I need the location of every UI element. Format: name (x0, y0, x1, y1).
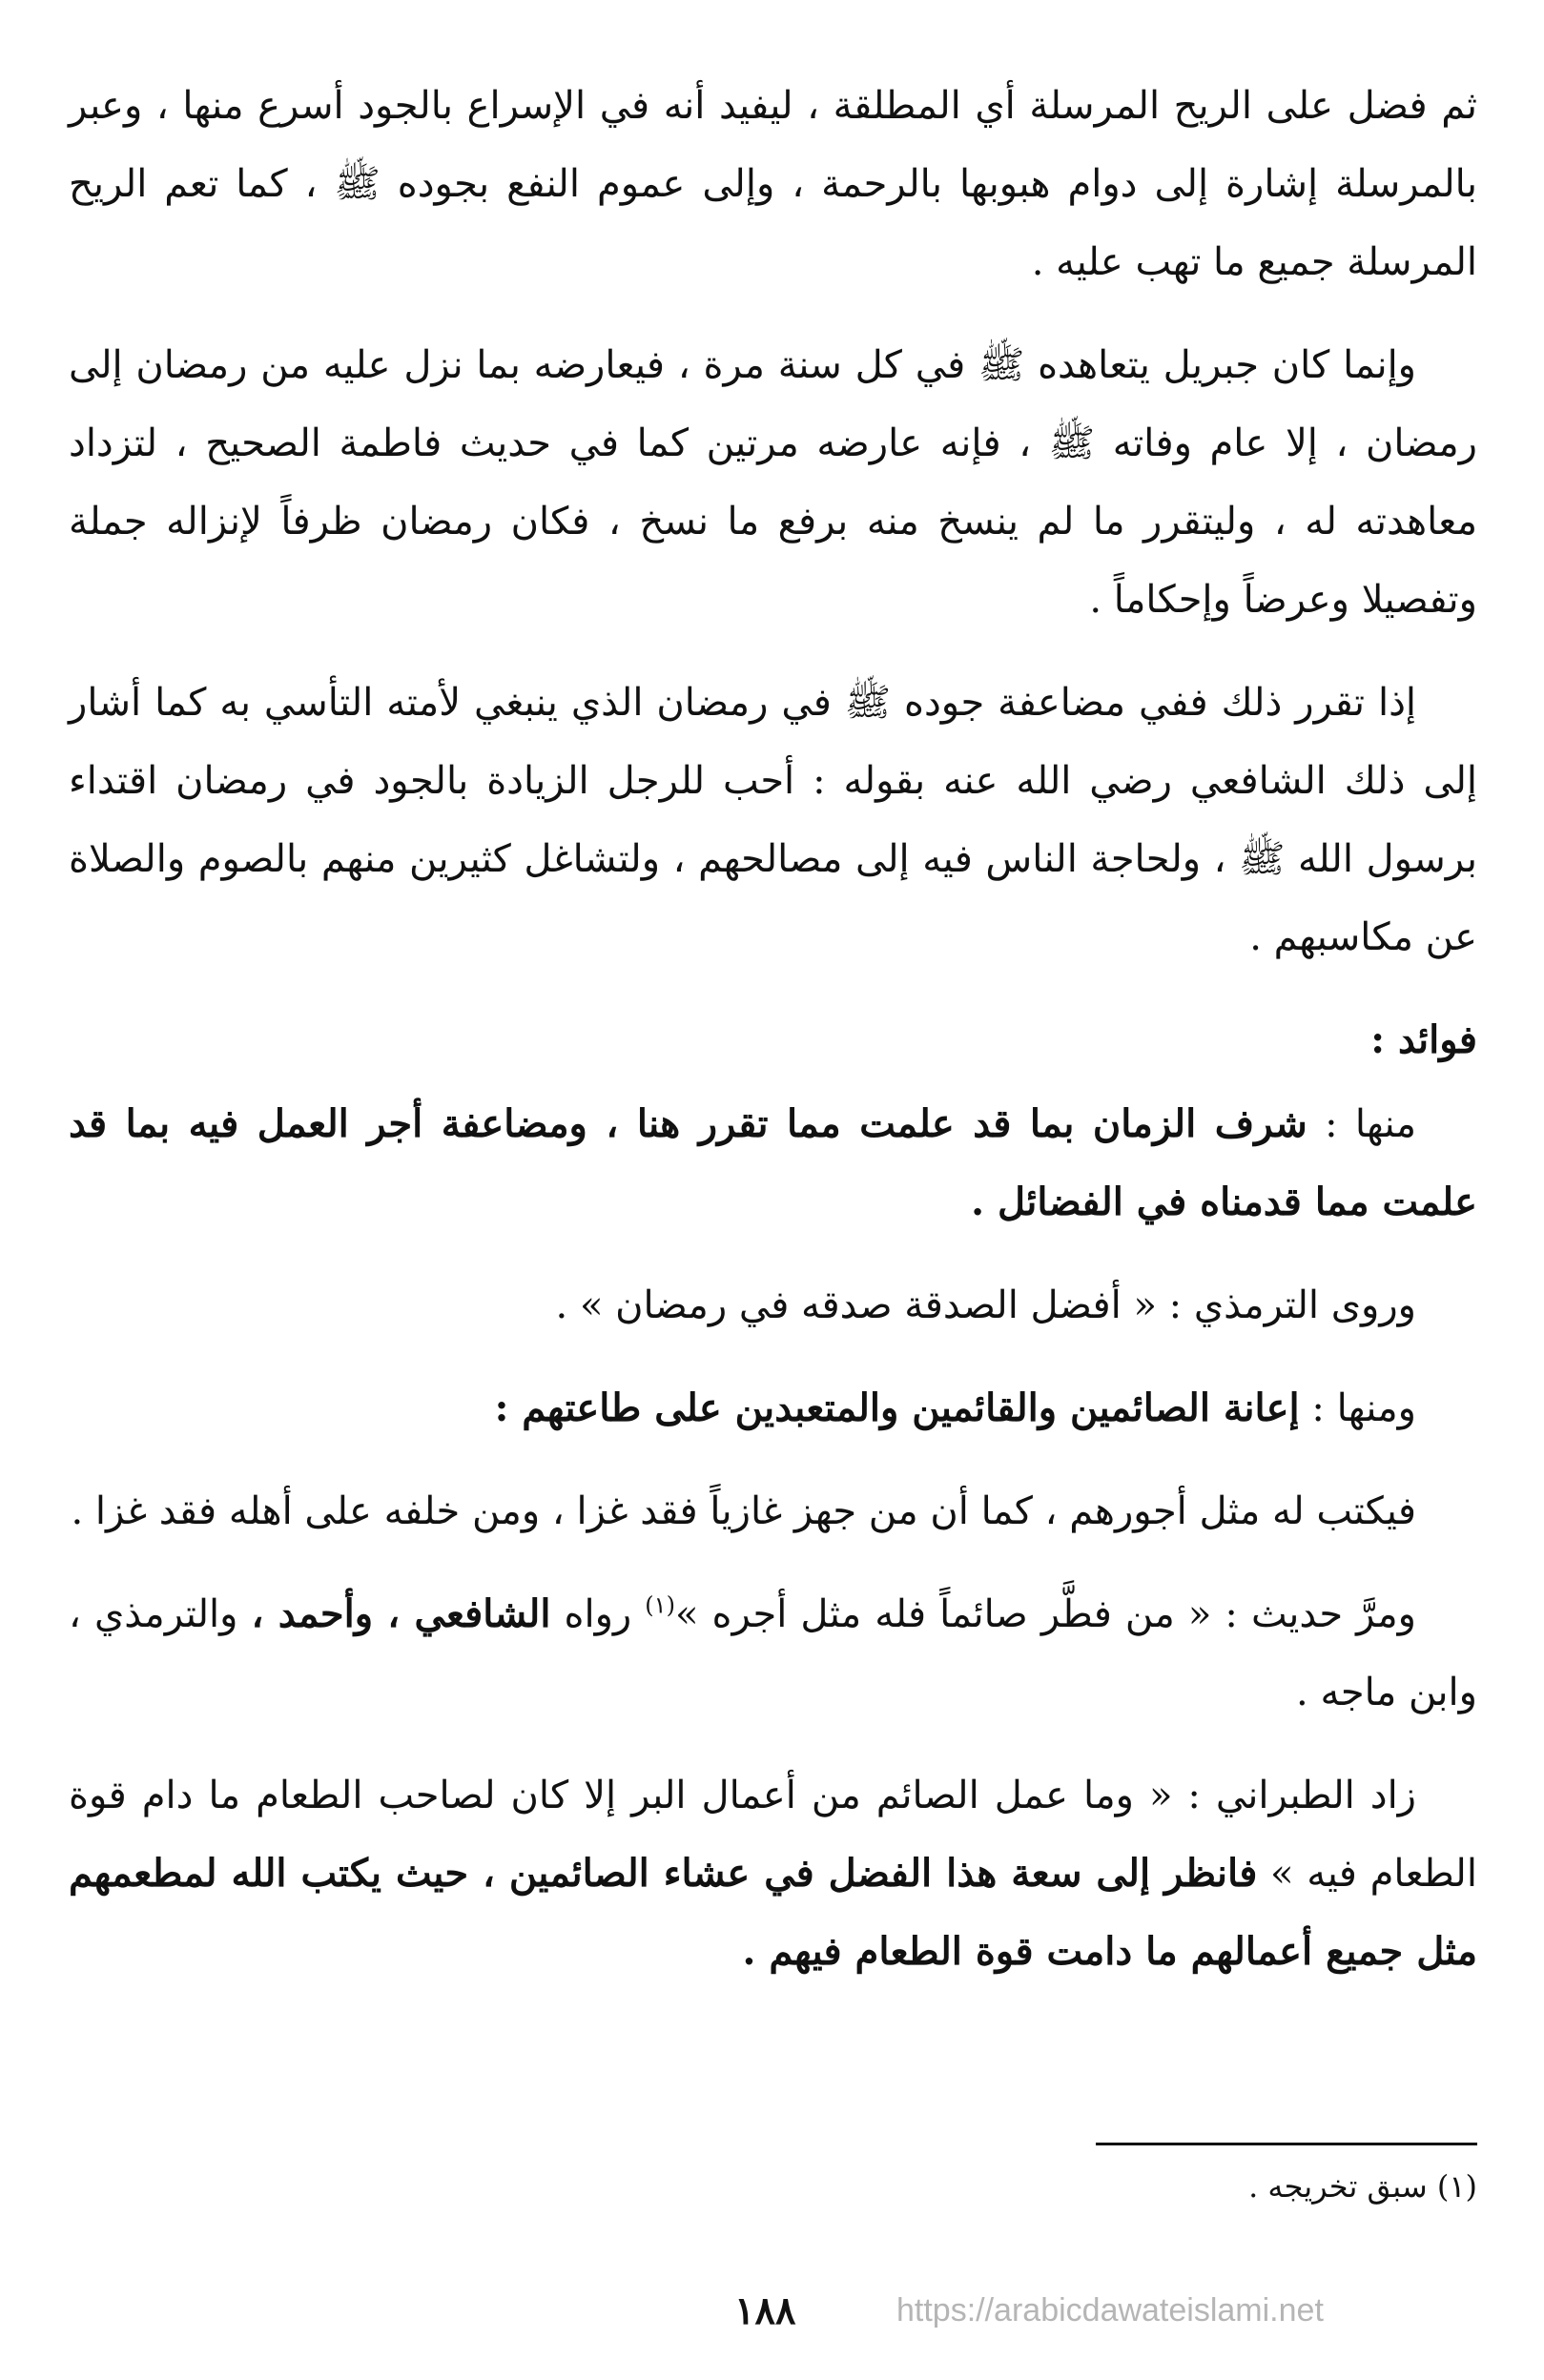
footnote-divider (1096, 2143, 1477, 2145)
paragraph-4-lead: منها : (1307, 1102, 1416, 1146)
paragraph-5: وروى الترمذي : « أفضل الصدقة صدقه في رمضان » . (555, 1283, 1416, 1327)
paragraph-8 (69, 1575, 1477, 1732)
heading-fawaid: فوائد : (1370, 1017, 1477, 1062)
paragraph-6-lead: ومنها : (1299, 1386, 1416, 1430)
paragraph-2: وإنما كان جبريل يتعاهده ﷺ في كل سنة مرة ، فيعارضه بما نزل عليه من رمضان إلى رمضان ، إلا عام وفاته ﷺ ، فإنه عارضه مرتين كما في حديث فاطمة الصحيح ، لتزداد معاهدته له ، وليتقرر ما لم ينسخ منه برفع ما نسخ ، فكان رمضان ظرفاً لإنزاله جملة وتفصيلا وعرضاً وإحكاماً . (69, 343, 1477, 622)
paragraph-8-a: ومرَّ حديث : « من فطَّر صائماً فله مثل أجره » (674, 1592, 1416, 1636)
paragraph-9-bold: فانظر إلى سعة هذا الفضل في عشاء الصائمين ، حيث يكتب الله لمطعمهم مثل جميع أعمالهم ما دامت قوة الطعام فيهم . (69, 1851, 1477, 1974)
paragraph-6 (69, 1369, 1477, 1447)
page-number: ١٨٨ (734, 2288, 796, 2333)
watermark-url: https://arabicdawateislami.net (896, 2292, 1324, 2329)
paragraph-6-bold: إعانة الصائمين والقائمين والمتعبدين على طاعتهم : (494, 1385, 1300, 1430)
footnote-ref-1: (١) (645, 1591, 675, 1619)
paragraph-8-b: رواه (550, 1592, 646, 1636)
paragraph-9-a: زاد الطبراني : « وما عمل الصائم من أعمال البر إلا كان لصاحب الطعام ما دام قوة الطعام فيه » (69, 1774, 1477, 1896)
page-body (69, 67, 1477, 2016)
paragraph-8-bold: الشافعي ، وأحمد ، (251, 1591, 551, 1636)
paragraph-4-bold: شرف الزمان بما قد علمت مما تقرر هنا ، ومضاعفة أجر العمل فيه بما قد علمت مما قدمناه في الفضائل . (69, 1101, 1477, 1224)
paragraph-1: ثم فضل على الريح المرسلة أي المطلقة ، ليفيد أنه في الإسراع بالجود أسرع منها ، وعبر بالمرسلة إشارة إلى دوام هبوبها بالرحمة ، وإلى عموم النفع بجوده ﷺ ، كما تعم الريح المرسلة جميع ما تهب عليه . (69, 84, 1477, 284)
paragraph-3: إذا تقرر ذلك ففي مضاعفة جوده ﷺ في رمضان الذي ينبغي لأمته التأسي به كما أشار إلى ذلك الشافعي رضي الله عنه بقوله : أحب للرجل الزيادة بالجود في رمضان اقتداء برسول الله ﷺ ، ولحاجة الناس فيه إلى مصالحهم ، ولتشاغل كثيرين منهم بالصوم والصلاة عن مكاسبهم . (69, 681, 1477, 959)
paragraph-7: فيكتب له مثل أجورهم ، كما أن من جهز غازياً فقد غزا ، ومن خلفه على أهله فقد غزا . (71, 1489, 1416, 1533)
paragraph-8-c: والترمذي ، وابن ماجه . (69, 1592, 1477, 1714)
footnote-1: (١) سبق تخريجه . (1248, 2168, 1477, 2205)
paragraph-9 (69, 1756, 1477, 1991)
paragraph-4 (69, 1085, 1477, 1241)
